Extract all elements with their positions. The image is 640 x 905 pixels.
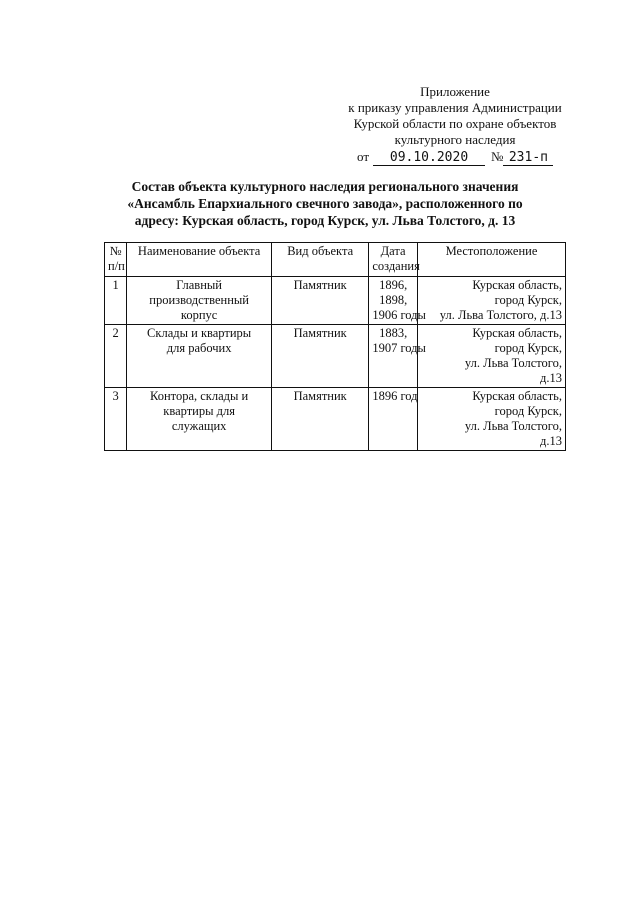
header-location: Местоположение <box>417 243 565 277</box>
from-label: от <box>357 149 370 164</box>
cell-kind: Памятник <box>272 277 369 325</box>
table-body <box>105 277 566 451</box>
document-title <box>90 178 560 229</box>
cell-date: 1896, 1898, 1906 годы <box>369 277 418 325</box>
order-date-number-line <box>330 149 580 166</box>
header-name: Наименование объекта <box>127 243 272 277</box>
table-row <box>105 325 566 388</box>
appendix-authority-line1: Курской области по охране объектов <box>353 116 557 131</box>
cell-date: 1883, 1907 годы <box>369 325 418 388</box>
cell-number: 3 <box>105 388 127 451</box>
title-line-3: адресу: Курская область, город Курск, ул. Льва Толстого, д. 13 <box>134 213 516 228</box>
cell-kind: Памятник <box>272 325 369 388</box>
table-header-row <box>105 243 566 277</box>
header-kind: Вид объекта <box>272 243 369 277</box>
table-row <box>105 277 566 325</box>
cell-location: Курская область, город Курск, ул. Льва Толстого, д.13 <box>417 325 565 388</box>
cell-number: 2 <box>105 325 127 388</box>
appendix-header <box>330 84 580 166</box>
heritage-objects-table <box>104 242 566 451</box>
order-number: 231-п <box>503 151 553 166</box>
title-line-1: Состав объекта культурного наследия регионального значения <box>131 179 519 194</box>
title-line-2: «Ансамбль Епархиального свечного завода», расположенного по <box>127 196 523 211</box>
appendix-title: Приложение <box>420 84 490 99</box>
cell-name: Главный производственный корпус <box>127 277 272 325</box>
cell-name: Склады и квартиры для рабочих <box>127 325 272 388</box>
appendix-order-ref: к приказу управления Администрации <box>348 100 562 115</box>
cell-location: Курская область, город Курск, ул. Льва Толстого, д.13 <box>417 277 565 325</box>
cell-date: 1896 год <box>369 388 418 451</box>
table-row <box>105 388 566 451</box>
header-date: Дата создания <box>369 243 418 277</box>
cell-name: Контора, склады и квартиры для служащих <box>127 388 272 451</box>
header-number: № п/п <box>105 243 127 277</box>
cell-kind: Памятник <box>272 388 369 451</box>
appendix-authority-line2: культурного наследия <box>394 132 516 147</box>
order-date: 09.10.2020 <box>373 151 485 166</box>
cell-location: Курская область, город Курск, ул. Льва Толстого, д.13 <box>417 388 565 451</box>
cell-number: 1 <box>105 277 127 325</box>
number-label: № <box>491 149 504 164</box>
